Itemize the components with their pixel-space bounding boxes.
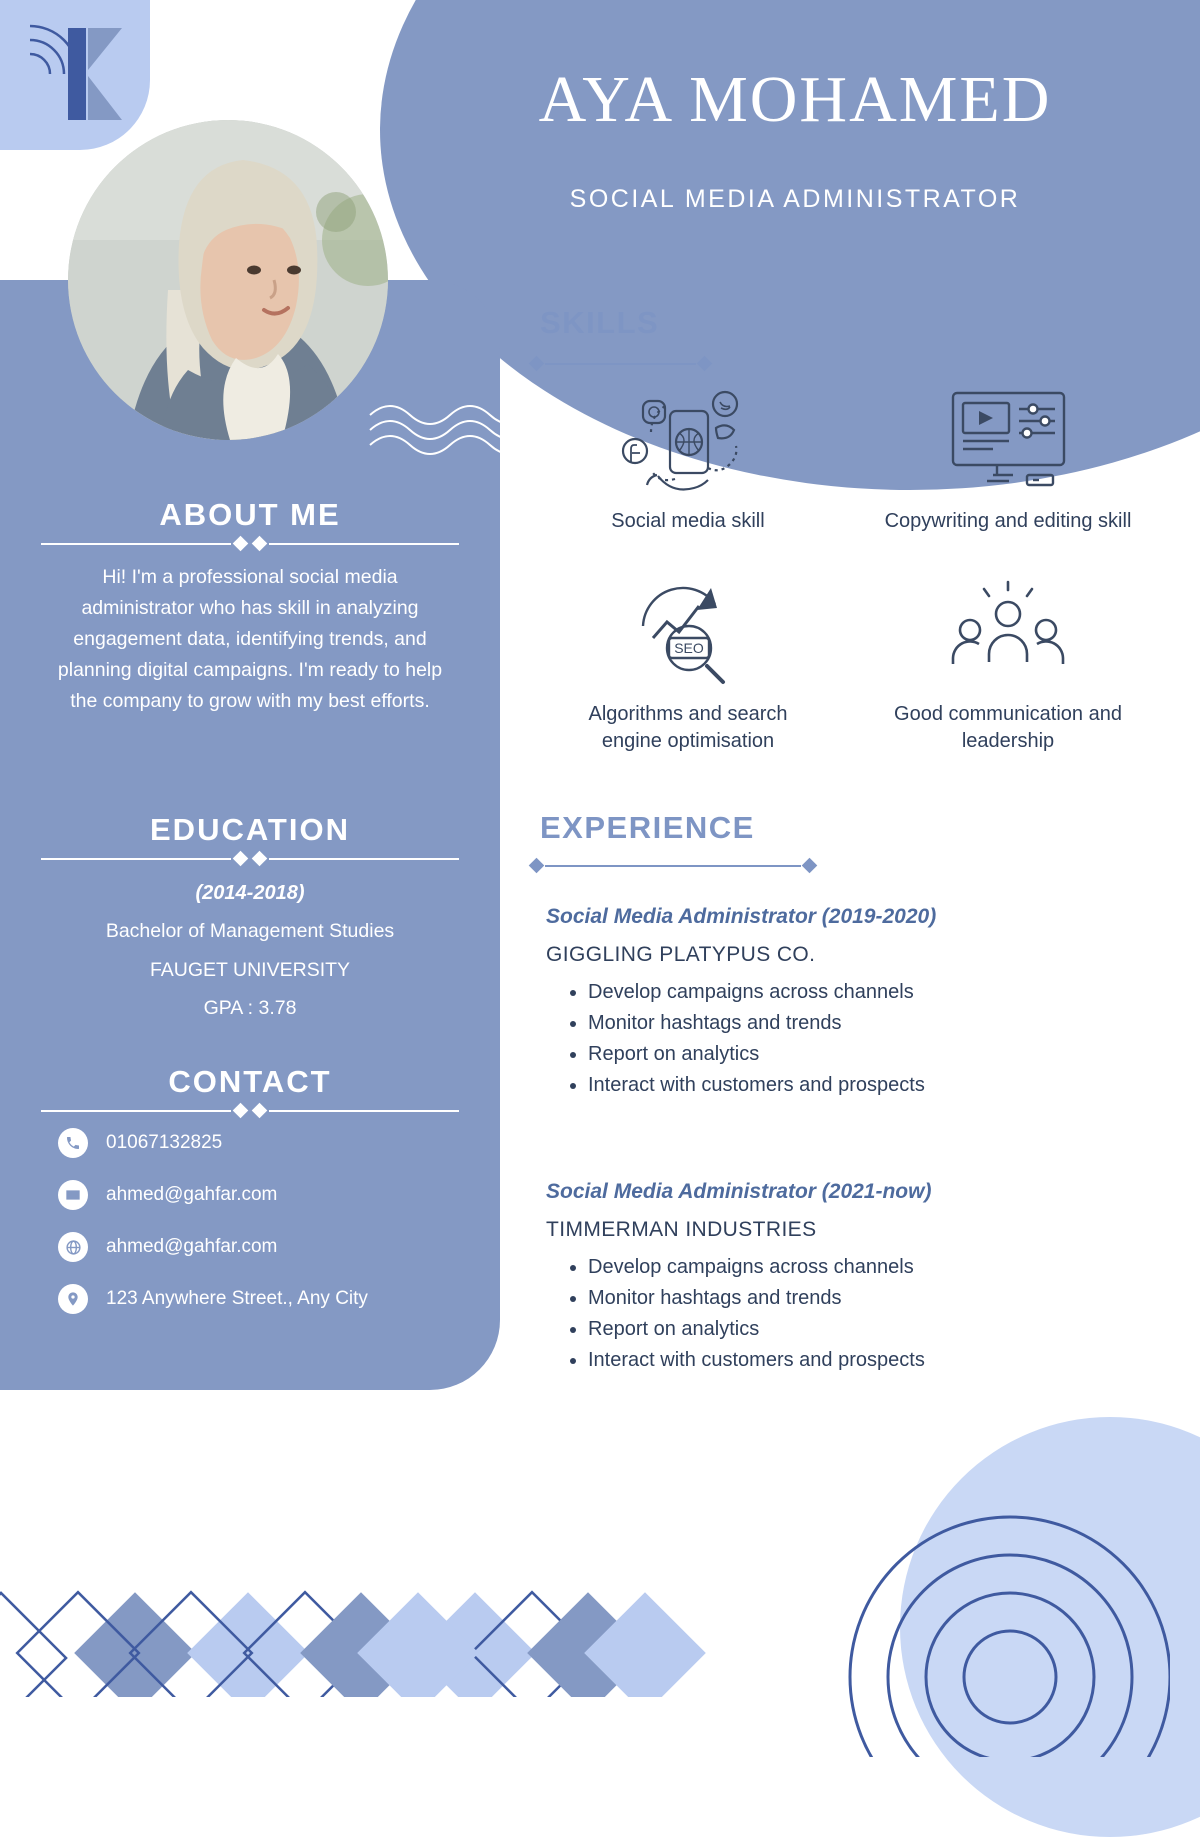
people-leadership-icon — [943, 571, 1073, 691]
job-duty: • Report on analytics — [588, 1039, 1146, 1070]
envelope-icon — [58, 1180, 88, 1210]
divider-diamond-left — [233, 536, 249, 552]
globe-icon — [58, 1232, 88, 1262]
job-title: Social Media Administrator (2019-2020) — [546, 905, 937, 928]
divider-diamond-right — [252, 851, 268, 867]
contact-item-email[interactable] — [58, 1180, 488, 1210]
skill-label: Algorithms and search engine optimisation — [588, 703, 788, 752]
social-media-phone-icon — [613, 378, 763, 498]
phone-icon — [58, 1128, 88, 1158]
education-gpa: GPA : 3.78 — [203, 997, 297, 1019]
job-role-subtitle: SOCIAL MEDIA ADMINISTRATOR — [569, 185, 1021, 213]
education-degree: Bachelor of Management Studies — [105, 920, 395, 942]
divider-line-left — [41, 543, 231, 545]
skill-label: Social media skill — [611, 510, 765, 532]
job-company: GIGGLING PLATYPUS CO. — [546, 943, 816, 966]
skills-divider — [528, 358, 713, 369]
divider-diamond-right — [252, 536, 268, 552]
contact-value: ahmed@gahfar.com — [106, 1184, 278, 1205]
divider-line — [545, 865, 801, 867]
skills-title: SKILLS — [540, 305, 660, 340]
job-duty: • Interact with customers and prospects — [588, 1345, 1146, 1376]
skill-item-copywriting — [848, 378, 1168, 535]
contact-list — [58, 1128, 488, 1336]
job-title: Social Media Administrator (2021-now) — [546, 1180, 932, 1203]
contact-item-website[interactable] — [58, 1232, 488, 1262]
education-divider — [0, 853, 500, 864]
skill-label: Copywriting and editing skill — [884, 510, 1132, 532]
divider-line — [545, 363, 696, 365]
job-duty: • Develop campaigns across channels — [588, 977, 1146, 1008]
job-duty: • Develop campaigns across channels — [588, 1252, 1146, 1283]
about-divider — [0, 538, 500, 549]
job-duty: • Monitor hashtags and trends — [588, 1008, 1146, 1039]
seo-magnifier-icon — [623, 571, 753, 691]
contact-item-phone[interactable] — [58, 1128, 488, 1158]
divider-line-right — [269, 1110, 459, 1112]
contact-value: ahmed@gahfar.com — [106, 1236, 278, 1257]
contact-item-address[interactable] — [58, 1284, 488, 1314]
about-me-title: ABOUT ME — [159, 497, 341, 532]
experience-divider — [528, 860, 818, 871]
contact-value: 123 Anywhere Street., Any City — [106, 1288, 368, 1309]
skill-item-seo — [528, 571, 848, 755]
job-duty: • Interact with customers and prospects — [588, 1070, 1146, 1101]
job-company: TIMMERMAN INDUSTRIES — [546, 1218, 817, 1241]
experience-title: EXPERIENCE — [540, 810, 755, 845]
diamond-pattern-decoration — [0, 1512, 1200, 1697]
divider-diamond-right — [252, 1103, 268, 1119]
location-pin-icon — [58, 1284, 88, 1314]
divider-line-left — [41, 1110, 231, 1112]
skills-grid — [528, 378, 1168, 755]
divider-diamond-right — [697, 356, 713, 372]
skill-label: Good communication and leadership — [894, 703, 1122, 752]
divider-diamond-left — [529, 858, 545, 874]
job-duty: • Monitor hashtags and trends — [588, 1283, 1146, 1314]
education-title: EDUCATION — [150, 812, 350, 847]
svg-text:SEO: SEO — [674, 640, 704, 656]
divider-line-right — [269, 543, 459, 545]
contact-divider — [0, 1105, 500, 1116]
divider-line-left — [41, 858, 231, 860]
job-duties-list — [546, 1252, 1146, 1376]
divider-diamond-left — [233, 1103, 249, 1119]
divider-line-right — [269, 858, 459, 860]
about-me-body: Hi! I'm a professional social media administrator who has skill in analyzing engagement data, identifying trends, and planning digital campaigns. I'm ready to help the company to grow with my best efforts. — [57, 566, 443, 712]
divider-diamond-right — [802, 858, 818, 874]
divider-diamond-left — [529, 356, 545, 372]
skill-item-communication — [848, 571, 1168, 755]
experience-job-1 — [546, 905, 1146, 1101]
monitor-editing-icon — [941, 378, 1076, 498]
contact-title: CONTACT — [168, 1064, 332, 1099]
experience-job-2 — [546, 1180, 1146, 1376]
profile-photo — [68, 120, 388, 440]
education-years: (2014-2018) — [195, 882, 305, 904]
divider-diamond-left — [233, 851, 249, 867]
job-duties-list — [546, 977, 1146, 1101]
contact-value: 01067132825 — [106, 1132, 223, 1153]
education-school: FAUGET UNIVERSITY — [149, 959, 351, 981]
job-duty: • Report on analytics — [588, 1314, 1146, 1345]
skill-item-social-media — [528, 378, 848, 535]
logo-mark — [22, 18, 152, 133]
page-title: AYA MOHAMED — [538, 63, 1052, 136]
